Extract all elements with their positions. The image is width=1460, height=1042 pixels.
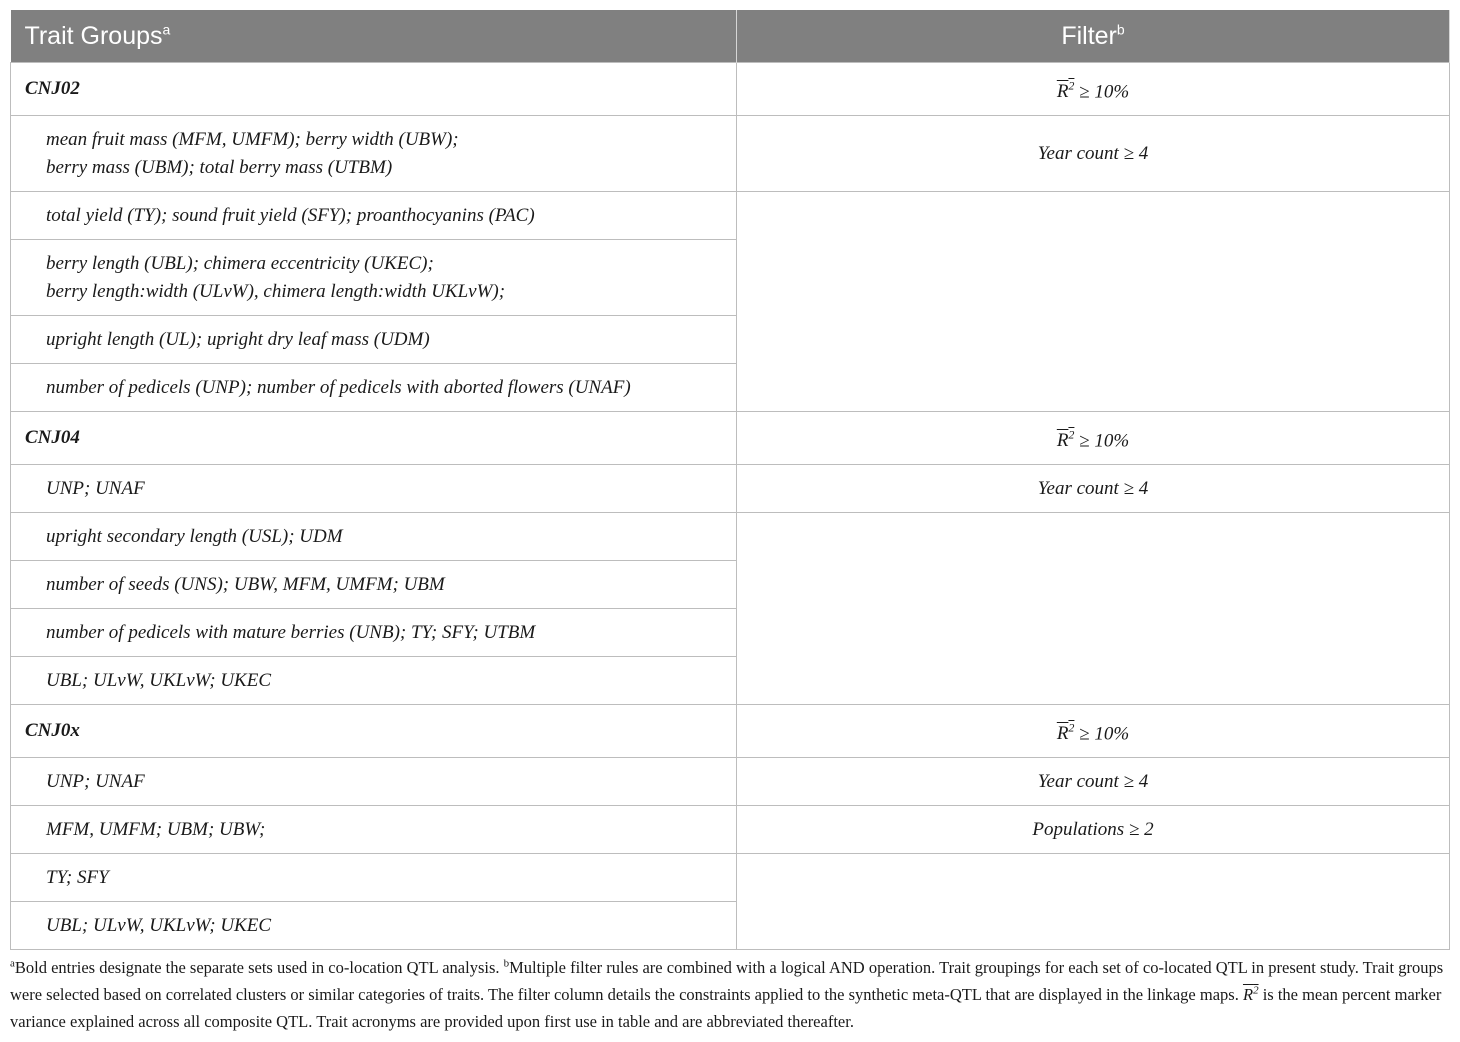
trait-cell: [11, 561, 737, 609]
trait-cell: [11, 465, 737, 513]
trait-row: [11, 465, 1450, 513]
trait-filter: Year count ≥ 4: [737, 758, 1450, 806]
trait-line: MFM, UMFM; UBM; UBW;: [46, 818, 266, 840]
group-filter: [737, 63, 1450, 116]
group-filter-text: ≥ 10%: [1079, 430, 1130, 452]
empty-filter-cell: [737, 192, 1450, 412]
group-row: [11, 63, 1450, 116]
group-row: [11, 412, 1450, 465]
trait-line: total yield (TY); sound fruit yield (SFY); proanthocyanins (PAC): [46, 204, 535, 226]
trait-row: [11, 758, 1450, 806]
r2-symbol: $R^2$: [1056, 720, 1075, 745]
footnote-b-marker: b: [503, 957, 510, 970]
footnote-a-marker: a: [10, 957, 15, 970]
empty-filter-cell: [737, 854, 1450, 950]
table-body: [11, 63, 1450, 950]
header-filter: [737, 10, 1450, 63]
trait-line: UNP; UNAF: [46, 477, 145, 499]
header-filter-sup: b: [1116, 21, 1125, 38]
trait-line: upright secondary length (USL); UDM: [46, 525, 343, 547]
r2-symbol: $R^2$: [1056, 427, 1075, 452]
trait-groups-table: [10, 10, 1450, 950]
trait-cell: [11, 364, 737, 412]
footnote-b-text: Multiple filter rules are combined with a logical AND operation. Trait groupings for each set of co-located QTL in present study. Trait groups were selected based on correlated clusters or similar categories of traits. The filter column details the constraints applied to the synthetic meta-QTL that are displayed in the linkage maps.: [10, 958, 1444, 1004]
trait-row: [11, 192, 1450, 240]
r2-symbol: $R^2$: [1056, 78, 1075, 103]
group-name: CNJ04: [11, 412, 737, 465]
trait-cell: [11, 240, 737, 316]
trait-cell: [11, 758, 737, 806]
table-header-row: [11, 10, 1450, 63]
trait-filter: Year count ≥ 4: [737, 116, 1450, 192]
trait-line: number of seeds (UNS); UBW, MFM, UMFM; UBM: [46, 573, 445, 595]
trait-cell: [11, 192, 737, 240]
trait-row: [11, 116, 1450, 192]
empty-filter-cell: [737, 513, 1450, 705]
trait-line: UBL; ULvW, UKLvW; UKEC: [46, 914, 272, 936]
trait-cell: [11, 116, 737, 192]
trait-filter: Year count ≥ 4: [737, 465, 1450, 513]
trait-row: [11, 854, 1450, 902]
group-filter-text: ≥ 10%: [1079, 723, 1130, 745]
trait-line: TY; SFY: [46, 866, 109, 888]
trait-row: [11, 513, 1450, 561]
trait-cell: [11, 609, 737, 657]
group-filter: [737, 412, 1450, 465]
table-footnote: [10, 954, 1450, 1035]
trait-line: UBL; ULvW, UKLvW; UKEC: [46, 669, 272, 691]
group-row: [11, 705, 1450, 758]
footnote-tail-text: is the mean percent marker variance explained across all composite QTL. Trait acronyms are provided upon first use in table and are abbreviated thereafter.: [10, 985, 1442, 1031]
group-filter-text: ≥ 10%: [1079, 81, 1130, 103]
trait-line: upright length (UL); upright dry leaf mass (UDM): [46, 328, 430, 350]
footnote-a-text: Bold entries designate the separate sets used in co-location QTL analysis.: [14, 958, 504, 977]
header-trait-groups-sup: a: [162, 21, 171, 38]
header-trait-groups: [11, 10, 737, 63]
trait-filter: Populations ≥ 2: [737, 806, 1450, 854]
trait-row: [11, 806, 1450, 854]
header-filter-label: Filter: [1061, 21, 1117, 50]
trait-cell: [11, 854, 737, 902]
trait-cell: [11, 657, 737, 705]
trait-groups-table-container: [10, 10, 1449, 950]
trait-line: number of pedicels (UNP); number of pedicels with aborted flowers (UNAF): [46, 376, 631, 398]
trait-cell: [11, 316, 737, 364]
group-filter: [737, 705, 1450, 758]
trait-line: number of pedicels with mature berries (UNB); TY; SFY; UTBM: [46, 621, 536, 643]
trait-cell: [11, 513, 737, 561]
trait-line: mean fruit mass (MFM, UMFM); berry width (UBW);: [46, 128, 459, 150]
footnote-r2-symbol: $\overline{R}$: [1242, 985, 1254, 1004]
header-trait-groups-label: Trait Groups: [24, 21, 163, 50]
group-name: CNJ0x: [11, 705, 737, 758]
footnote-r2-exponent: 2: [1253, 984, 1259, 997]
trait-line: UNP; UNAF: [46, 770, 145, 792]
trait-line: berry length (UBL); chimera eccentricity (UKEC);: [46, 252, 434, 274]
trait-cell: [11, 806, 737, 854]
trait-cell: [11, 902, 737, 950]
trait-line: berry mass (UBM); total berry mass (UTBM): [46, 156, 393, 178]
group-name: CNJ02: [11, 63, 737, 116]
trait-line: berry length:width (ULvW), chimera length:width UKLvW);: [46, 280, 506, 302]
